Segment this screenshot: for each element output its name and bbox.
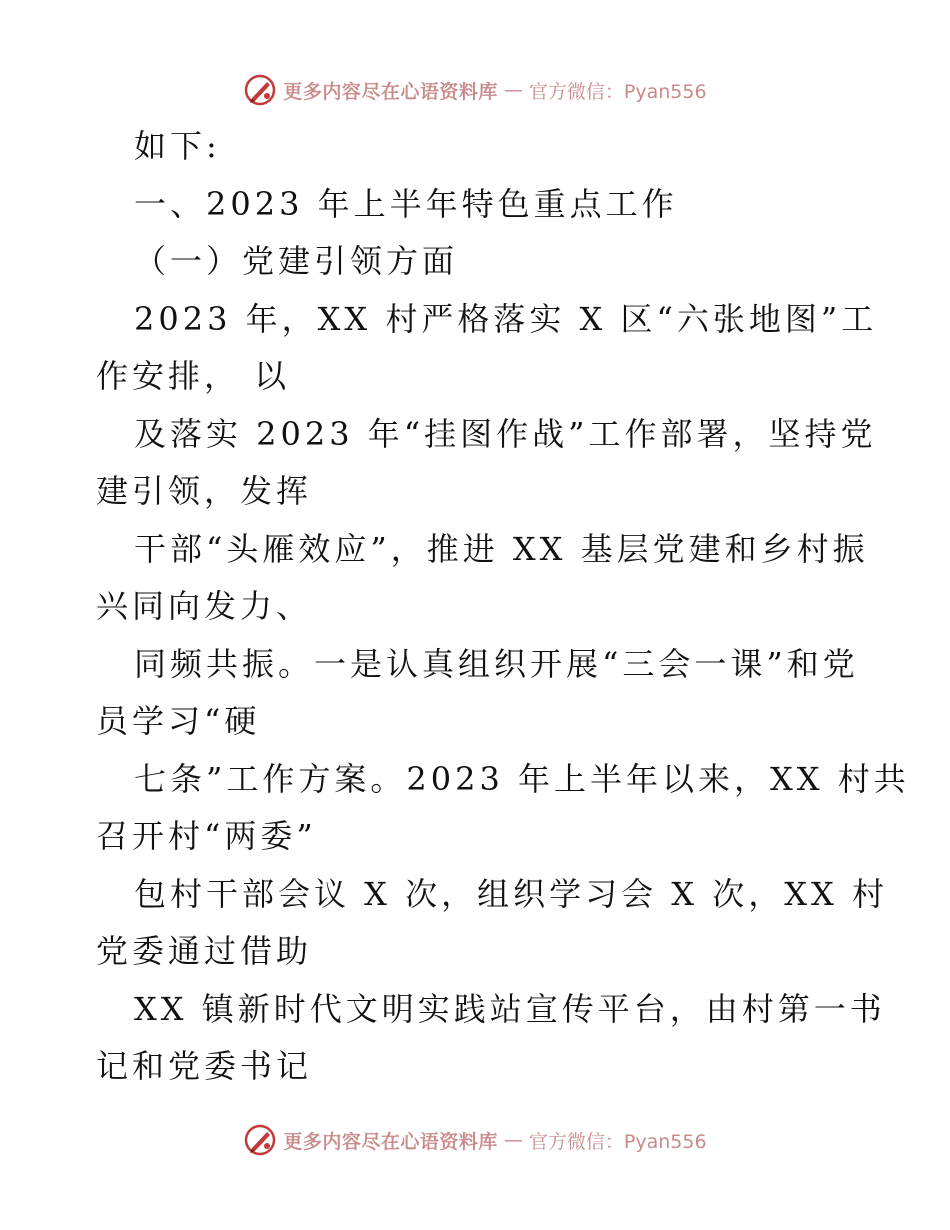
text-line: 2023 年，XX 村严格落实 X 区“六张地图”工 — [134, 299, 878, 338]
text-line: 员学习“硬 — [96, 702, 261, 740]
text-line: 兴同向发力、 — [96, 587, 313, 625]
footer-watermark — [0, 1120, 950, 1160]
text-line: 七条”工作方案。2023 年上半年以来，XX 村共 — [134, 759, 910, 798]
text-line: 党委通过借助 — [96, 932, 313, 970]
watermark-separator: — — [503, 79, 523, 101]
text-line: 干部“头雁效应”，推进 XX 基层党建和乡村振 — [134, 529, 869, 568]
text-line: 及落实 2023 年“挂图作战”工作部署，坚持党 — [134, 414, 877, 453]
pen-logo-icon — [243, 1123, 277, 1157]
watermark-separator: — — [503, 1129, 523, 1151]
pen-logo-icon — [243, 73, 277, 107]
text-line: 包村干部会议 X 次，组织学习会 X 次，XX 村 — [134, 874, 888, 913]
subsection-heading: （一）党建引领方面 — [134, 242, 459, 280]
text-line: 作安排， 以 — [96, 357, 291, 395]
watermark-site-text: 更多内容尽在心语资料库 — [283, 80, 498, 103]
document-body — [96, 118, 910, 1096]
watermark-wechat: 官方微信：Pyan556 — [528, 1130, 707, 1153]
watermark-site-text: 更多内容尽在心语资料库 — [283, 1130, 498, 1153]
text-line: 如下: — [134, 127, 221, 165]
text-line: 同频共振。一是认真组织开展“三会一课”和党 — [134, 644, 859, 683]
text-line: 记和党委书记 — [96, 1047, 313, 1085]
text-line: 召开村“两委” — [96, 817, 317, 855]
text-line: 建引领，发挥 — [96, 472, 313, 510]
watermark-wechat: 官方微信：Pyan556 — [528, 80, 707, 103]
section-heading: 一、2023 年上半年特色重点工作 — [134, 184, 678, 223]
text-line: XX 镇新时代文明实践站宣传平台，由村第一书 — [134, 989, 886, 1028]
header-watermark — [0, 70, 950, 110]
